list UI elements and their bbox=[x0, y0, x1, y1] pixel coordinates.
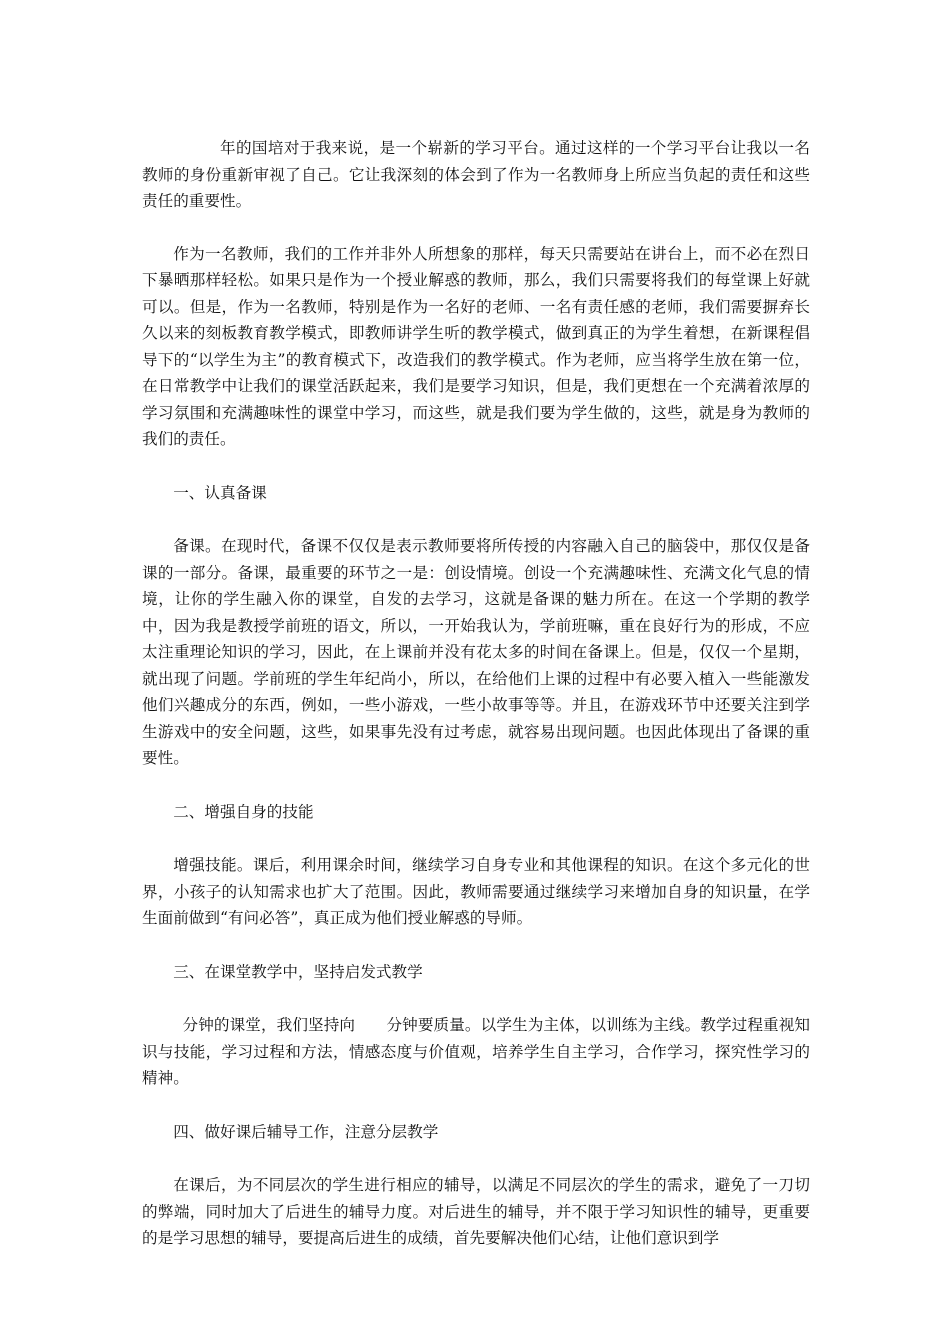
paragraph-intro: 年的国培对于我来说，是一个崭新的学习平台。通过这样的一个学习平台让我以一名教师的身份重新审视了自己。它让我深刻的体会到了作为一名教师身上所应当负起的责任和这些责任的重要性。 bbox=[142, 139, 810, 210]
section-heading-4: 四、做好课后辅导工作，注意分层教学 bbox=[173, 1122, 439, 1141]
section-heading-2: 二、增强自身的技能 bbox=[173, 802, 314, 821]
paragraph-heuristic-teaching: 分钟的课堂，我们坚持向 分钟要质量。以学生为主体，以训练为主线。教学过程重视知识与技能，学习过程和方法，情感态度与价值观，培养学生自主学习，合作学习，探究性学习的精神。 bbox=[142, 1016, 810, 1087]
paragraph-after-class-tutoring: 在课后，为不同层次的学生进行相应的辅导，以满足不同层次的学生的需求，避免了一刀切的弊端，同时加大了后进生的辅导力度。对后进生的辅导，并不限于学习知识性的辅导，更重要的是学习思想的辅导，要提高后进生的成绩，首先要解决他们心结，让他们意识到学 bbox=[142, 1176, 810, 1247]
paragraph-lesson-prep: 备课。在现时代，备课不仅仅是表示教师要将所传授的内容融入自己的脑袋中，那仅仅是备课的一部分。备课，最重要的环节之一是：创设情境。创设一个充满趣味性、充满文化气息的情境，让你的学生融入你的课堂，自发的去学习，这就是备课的魅力所在。在这一个学期的教学中，因为我是教授学前班的语文，所以，一开始我认为，学前班嘛，重在良好行为的形成，不应太注重理论知识的学习，因此，在上课前并没有花太多的时间在备课上。但是，仅仅一个星期，就出现了问题。学前班的学生年纪尚小，所以，在给他们上课的过程中有必要入植入一些能激发他们兴趣成分的东西，例如，一些小游戏，一些小故事等等。并且，在游戏环节中还要关注到学生游戏中的安全问题，这些，如果事先没有过考虑，就容易出现问题。也因此体现出了备课的重要性。 bbox=[142, 537, 810, 767]
section-heading-1: 一、认真备课 bbox=[173, 483, 267, 502]
paragraph-teacher-responsibility: 作为一名教师，我们的工作并非外人所想象的那样，每天只需要站在讲台上，而不必在烈日下暴晒那样轻松。如果只是作为一个授业解惑的教师，那么，我们只需要将我们的每堂课上好就可以。但是，作为一名教师，特别是作为一名好的老师、一名有责任感的老师，我们需要摒弃长久以来的刻板教育教学模式，即教师讲学生听的教学模式，做到真正的为学生着想，在新课程倡导下的“以学生为主”的教育模式下，改造我们的教学模式。作为老师，应当将学生放在第一位，在日常教学中让我们的课堂活跃起来，我们是要学习知识，但是，我们更想在一个充满着浓厚的学习氛围和充满趣味性的课堂中学习，而这些，就是我们要为学生做的，这些，就是身为教师的我们的责任。 bbox=[142, 244, 810, 448]
section-heading-3: 三、在课堂教学中，坚持启发式教学 bbox=[173, 962, 423, 981]
document-body bbox=[142, 135, 810, 1252]
paragraph-skills: 增强技能。课后，利用课余时间，继续学习自身专业和其他课程的知识。在这个多元化的世界，小孩子的认知需求也扩大了范围。因此，教师需要通过继续学习来增加自身的知识量，在学生面前做到“有问必答”，真正成为他们授业解惑的导师。 bbox=[142, 856, 810, 927]
